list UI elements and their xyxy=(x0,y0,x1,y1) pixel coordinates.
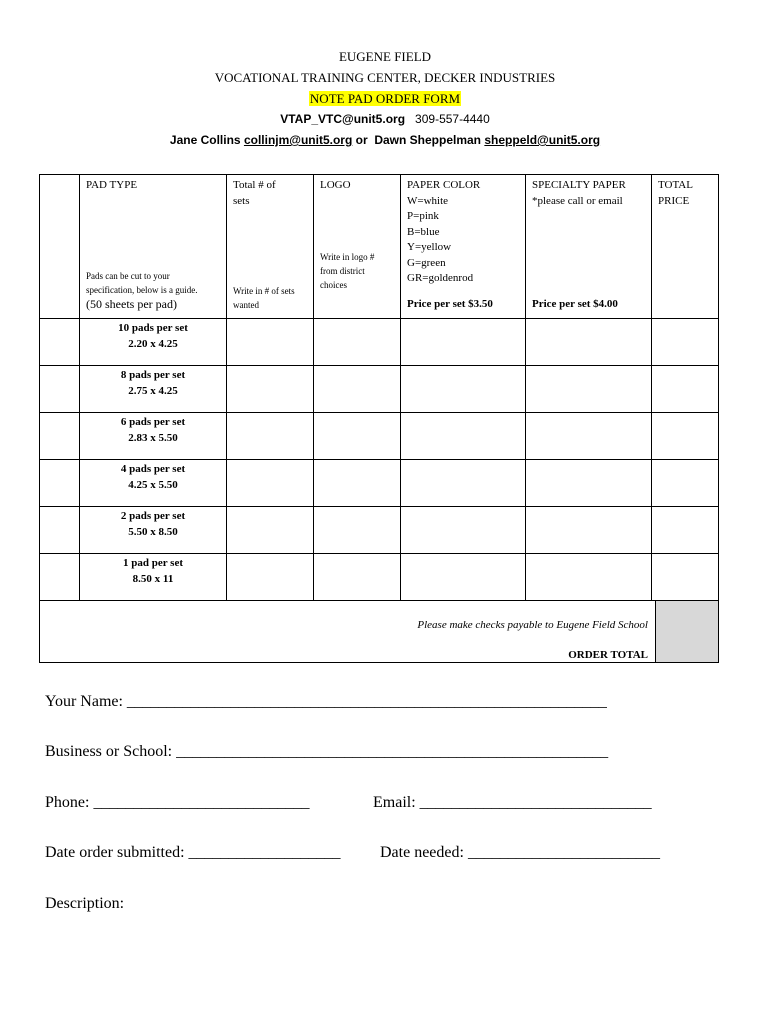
row-spacer-cell xyxy=(40,366,80,413)
header-paper-color xyxy=(401,175,526,319)
header-specialty-paper xyxy=(526,175,652,319)
row-spacer-cell xyxy=(40,507,80,554)
specialty-paper-input[interactable] xyxy=(526,319,652,366)
pad-type-cell xyxy=(80,413,227,460)
table-row xyxy=(40,319,719,366)
paper-color-input[interactable] xyxy=(401,319,526,366)
paper-color-5: GR=goldenrod xyxy=(407,272,474,284)
row-spacer-cell xyxy=(40,554,80,601)
phone-field[interactable]: Phone: ___________________________ xyxy=(45,794,310,811)
specialty-paper-input[interactable] xyxy=(526,413,652,460)
contact-1-email[interactable]: collinjm@unit5.org xyxy=(243,133,353,147)
total-title-1: Total # of xyxy=(233,179,276,191)
pad-label: 1 pad per set xyxy=(123,557,183,569)
pad-type-cell xyxy=(80,366,227,413)
logo-note-3: choices xyxy=(320,280,347,290)
paper-color-1: P=pink xyxy=(407,210,439,222)
total-price-title-2: PRICE xyxy=(658,194,690,207)
total-price-input[interactable] xyxy=(652,554,719,601)
order-total-row xyxy=(40,601,719,663)
paper-title: PAPER COLOR xyxy=(407,179,481,191)
logo-note-2: from district xyxy=(320,266,365,276)
email-field[interactable]: Email: _____________________________ xyxy=(373,794,652,811)
paper-color-4: G=green xyxy=(407,256,446,269)
contact-2-name: Dawn Sheppelman xyxy=(374,133,482,147)
paper-color-2: B=blue xyxy=(407,225,440,238)
header-total-price xyxy=(652,175,719,319)
pad-label: 4 pads per set xyxy=(120,463,186,475)
logo-note-1: Write in logo # xyxy=(320,252,375,262)
total-price-input[interactable] xyxy=(652,507,719,554)
contact-line-1 xyxy=(0,109,770,130)
paper-color-input[interactable] xyxy=(401,554,526,601)
form-title: NOTE PAD ORDER FORM xyxy=(309,91,461,106)
total-sets-input[interactable] xyxy=(227,413,314,460)
row-spacer-cell xyxy=(40,413,80,460)
logo-input[interactable] xyxy=(314,554,401,601)
specialty-paper-input[interactable] xyxy=(526,554,652,601)
total-note-1: Write in # of sets xyxy=(233,286,295,296)
logo-input[interactable] xyxy=(314,366,401,413)
paper-color-3: Y=yellow xyxy=(407,241,452,253)
contact-line-2 xyxy=(0,130,770,151)
logo-title: LOGO xyxy=(320,179,351,191)
payable-note: Please make checks payable to Eugene Field School xyxy=(417,619,648,631)
total-price-input[interactable] xyxy=(652,460,719,507)
pad-note-2: specification, below is a guide. xyxy=(86,284,198,295)
pad-size: 2.83 x 5.50 xyxy=(128,431,178,444)
total-price-title-1: TOTAL xyxy=(658,179,693,191)
total-sets-input[interactable] xyxy=(227,554,314,601)
specialty-price: Price per set $4.00 xyxy=(532,297,618,310)
specialty-title-2: *please call or email xyxy=(532,194,623,207)
pad-type-cell xyxy=(80,554,227,601)
total-sets-input[interactable] xyxy=(227,507,314,554)
pad-label: 2 pads per set xyxy=(120,510,186,522)
description-field[interactable]: Description: xyxy=(45,895,125,912)
pad-size: 5.50 x 8.50 xyxy=(128,525,178,538)
logo-input[interactable] xyxy=(314,413,401,460)
order-total-input[interactable] xyxy=(655,601,718,662)
logo-input[interactable] xyxy=(314,460,401,507)
paper-color-input[interactable] xyxy=(401,413,526,460)
header-pad-type xyxy=(80,175,227,319)
specialty-paper-input[interactable] xyxy=(526,366,652,413)
contact-1-name: Jane Collins xyxy=(169,133,241,147)
center-name: VOCATIONAL TRAINING CENTER, DECKER INDUSTRIES xyxy=(214,70,556,85)
paper-color-0: W=white xyxy=(407,194,449,207)
pad-size: 4.25 x 5.50 xyxy=(128,478,178,491)
table-row xyxy=(40,554,719,601)
table-row xyxy=(40,366,719,413)
total-price-input[interactable] xyxy=(652,319,719,366)
order-table xyxy=(39,174,719,663)
row-spacer-cell xyxy=(40,319,80,366)
school-name: EUGENE FIELD xyxy=(338,49,432,64)
table-row xyxy=(40,460,719,507)
pad-size: 2.20 x 4.25 xyxy=(128,337,178,350)
order-total-cell xyxy=(40,601,719,663)
business-field[interactable]: Business or School: ______________________________________________________ xyxy=(45,743,609,760)
paper-color-input[interactable] xyxy=(401,460,526,507)
paper-price: Price per set $3.50 xyxy=(407,297,493,310)
main-email[interactable]: VTAP_VTC@unit5.org xyxy=(280,112,406,126)
logo-input[interactable] xyxy=(314,507,401,554)
table-row xyxy=(40,507,719,554)
or-text: or xyxy=(355,133,368,147)
pad-note-3: (50 sheets per pad) xyxy=(86,296,177,311)
total-sets-input[interactable] xyxy=(227,366,314,413)
table-header-row xyxy=(40,175,719,319)
paper-color-input[interactable] xyxy=(401,507,526,554)
total-sets-input[interactable] xyxy=(227,319,314,366)
pad-type-cell xyxy=(80,507,227,554)
date-submitted-field[interactable]: Date order submitted: ___________________ xyxy=(45,844,341,861)
pad-type-cell xyxy=(80,319,227,366)
order-total-label: ORDER TOTAL xyxy=(568,649,648,661)
date-needed-field[interactable]: Date needed: ________________________ xyxy=(380,844,660,861)
total-price-input[interactable] xyxy=(652,366,719,413)
total-title-2: sets xyxy=(233,194,250,207)
form-header xyxy=(0,46,770,151)
total-sets-input[interactable] xyxy=(227,460,314,507)
header-logo xyxy=(314,175,401,319)
total-note-2: wanted xyxy=(233,300,259,310)
pad-note-1: Pads can be cut to your xyxy=(86,270,170,281)
main-phone: 309-557-4440 xyxy=(415,112,490,126)
row-spacer-cell xyxy=(40,460,80,507)
pad-size: 2.75 x 4.25 xyxy=(128,384,178,397)
pad-type-title: PAD TYPE xyxy=(86,179,138,191)
pad-label: 6 pads per set xyxy=(120,416,186,428)
total-price-input[interactable] xyxy=(652,413,719,460)
logo-input[interactable] xyxy=(314,319,401,366)
table-row xyxy=(40,413,719,460)
pad-size: 8.50 x 11 xyxy=(132,572,174,585)
contact-2-email[interactable]: sheppeld@unit5.org xyxy=(484,133,601,147)
specialty-title-1: SPECIALTY PAPER xyxy=(532,179,626,191)
header-total-sets xyxy=(227,175,314,319)
row-spacer-cell xyxy=(40,175,80,319)
specialty-paper-input[interactable] xyxy=(526,460,652,507)
your-name-field[interactable]: Your Name: ____________________________________________________________ xyxy=(45,693,607,710)
pad-label: 8 pads per set xyxy=(120,369,186,381)
paper-color-input[interactable] xyxy=(401,366,526,413)
pad-type-cell xyxy=(80,460,227,507)
pad-label: 10 pads per set xyxy=(118,322,188,334)
specialty-paper-input[interactable] xyxy=(526,507,652,554)
